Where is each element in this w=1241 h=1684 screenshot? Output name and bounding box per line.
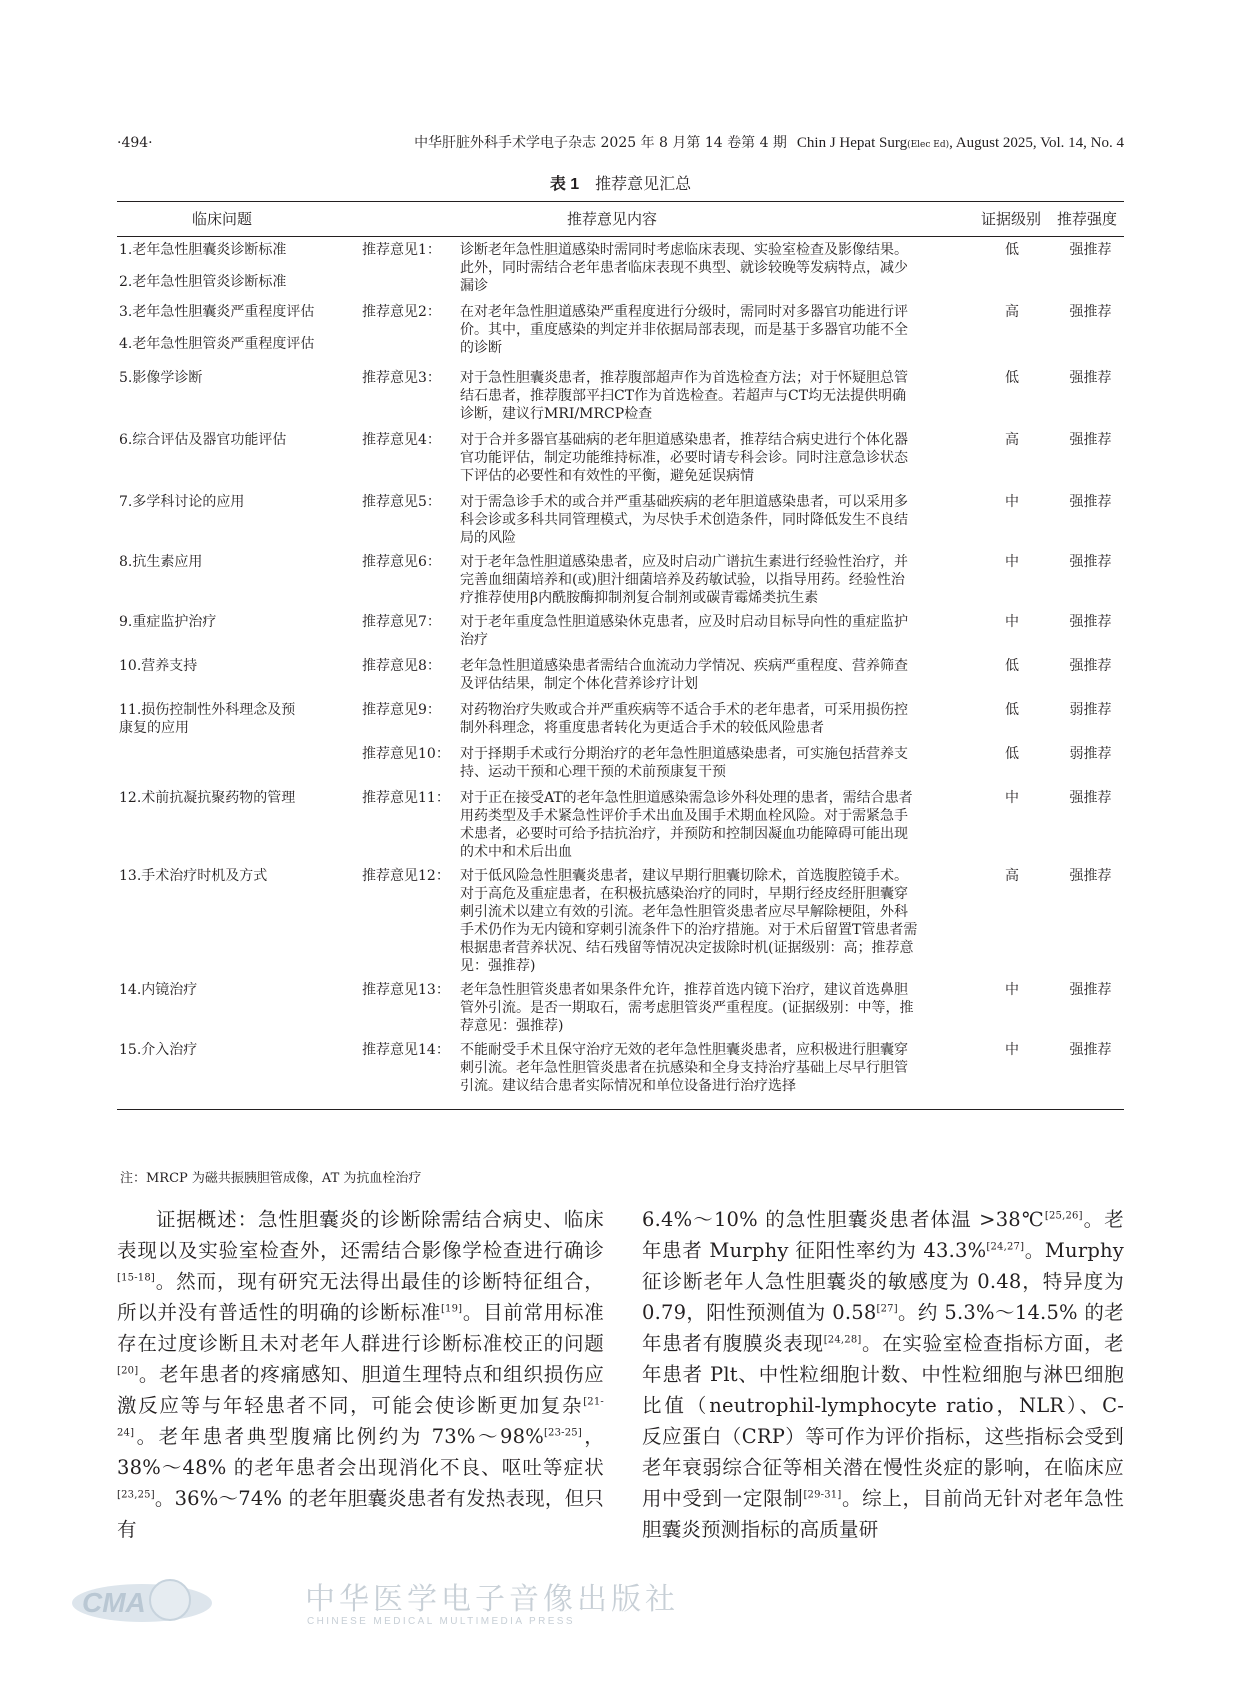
- table-row: [117, 369, 1124, 431]
- text-run: 。目前常用标准存在过度诊断且未对老年人群进行诊断标准校正的问题: [117, 1301, 605, 1355]
- table-row: [117, 867, 1124, 981]
- publisher-footer: [70, 1570, 679, 1640]
- citation-ref: [24,28]: [823, 1334, 862, 1346]
- cell-question: [119, 303, 339, 371]
- cell-question: [119, 369, 339, 405]
- recommendation-label: 推荐意见7：: [362, 614, 441, 630]
- citation-ref: [19]: [440, 1303, 463, 1315]
- question-text: 12.术前抗凝抗聚药物的管理: [119, 790, 296, 806]
- evidence-level: 高: [1005, 868, 1019, 884]
- question-text: 3.老年急性胆囊炎严重程度评估: [119, 304, 315, 320]
- recommendation-strength: 强推荐: [1069, 1042, 1112, 1058]
- text-run: 。Murphy 征诊断老年人急性胆囊炎的敏感度为 0.48，特异度为 0.79，阳性预测值为 0.58: [642, 1239, 1124, 1324]
- question-text: 9.重症监护治疗: [119, 614, 217, 630]
- evidence-level: 高: [1005, 432, 1019, 448]
- evidence-level: 低: [1005, 242, 1019, 258]
- recommendation-label: 推荐意见3：: [362, 370, 441, 386]
- cell-question: [119, 553, 339, 589]
- col-header-content: 推荐意见内容: [567, 210, 658, 228]
- recommendation-content: 对于择期手术或行分期治疗的老年急性胆道感染患者，可实施包括营养支持、运动干预和心理干预的术前预康复干预: [460, 746, 908, 780]
- journal-issue: , August 2025, Vol. 14, No. 4: [949, 135, 1124, 151]
- recommendation-strength: 强推荐: [1069, 370, 1112, 386]
- col-header-level: 证据级别: [981, 210, 1042, 228]
- citation-ref: [25,26]: [1044, 1210, 1083, 1222]
- recommendation-content: 对于老年重度急性胆道感染休克患者，应及时启动目标导向性的重症监护治疗: [460, 614, 908, 648]
- recommendation-strength: 强推荐: [1069, 868, 1112, 884]
- text-run: 。综上，目前尚无针对老年急性胆囊炎预测指标的高质量研: [642, 1487, 1124, 1541]
- recommendation-content: 老年急性胆道感染患者需结合血流动力学情况、疾病严重程度、营养筛查及评估结果，制定个体化营养诊疗计划: [460, 658, 908, 692]
- recommendation-content: 对药物治疗失败或合并严重疾病等不适合手术的老年患者，可采用损伤控制外科理念，将重度患者转化为更适合手术的较低风险患者: [460, 702, 908, 736]
- recommendation-content: 对于低风险急性胆囊炎患者，建议早期行胆囊切除术，首选腹腔镜手术。对于高危及重症患者，在积极抗感染治疗的同时，早期行经皮经肝胆囊穿刺引流术以建立有效的引流。老年急性胆管炎患者应尽早解除梗阻，外科手术仍作为无内镜和穿刺引流条件下的治疗措施。对于术后留置T管患者需根据患者营养状况、结石残留等情况决定拔除时机(证据级别：高；推荐意见：强推荐): [460, 868, 918, 974]
- question-text: 5.影像学诊断: [119, 370, 203, 386]
- table-row: [117, 553, 1124, 613]
- question-text: 15.介入治疗: [119, 1042, 198, 1058]
- citation-ref: [24,27]: [986, 1241, 1025, 1253]
- journal-edition: (Elec Ed): [907, 140, 950, 150]
- recommendation-content: 在对老年急性胆道感染严重程度进行分级时，需同时对多器官功能进行评价。其中，重度感染的判定并非依据局部表现，而是基于多器官功能不全的诊断: [460, 304, 908, 356]
- cell-question: [119, 431, 339, 467]
- evidence-level: 低: [1005, 658, 1019, 674]
- table-body: [117, 237, 1124, 1109]
- recommendation-strength: 强推荐: [1069, 658, 1112, 674]
- citation-ref: [29-31]: [803, 1489, 842, 1501]
- publisher-name-cn: 中华医学电子音像出版社: [305, 1582, 679, 1617]
- table-row: [117, 1041, 1124, 1107]
- question-text: 14.内镜治疗: [119, 982, 198, 998]
- text-run: 。老年患者的疼痛感知、胆道生理特点和组织损伤应激反应等与年轻患者不同，可能会使诊断更加复杂: [117, 1363, 604, 1417]
- logo-text: CMA: [82, 1587, 146, 1618]
- cell-question: [119, 867, 339, 903]
- table-row: [117, 745, 1124, 789]
- running-header: [117, 132, 1124, 154]
- cell-question: [119, 1041, 339, 1077]
- evidence-level: 中: [1005, 982, 1019, 998]
- recommendations-table: [117, 201, 1124, 1110]
- recommendation-strength: 强推荐: [1069, 242, 1112, 258]
- table-number: 表 1: [549, 176, 580, 193]
- table-row: [117, 789, 1124, 867]
- recommendation-label: 推荐意见12：: [362, 868, 450, 884]
- table-row: [117, 657, 1124, 701]
- evidence-level: 低: [1005, 370, 1019, 386]
- table-caption: [117, 173, 1124, 196]
- journal-name-cn: 中华肝脏外科手术学电子杂志 2025 年 8 月第 14 卷第 4 期: [414, 135, 787, 151]
- cell-question: [119, 241, 339, 309]
- paragraph-left: [117, 1204, 604, 1545]
- recommendation-strength: 强推荐: [1069, 304, 1112, 320]
- citation-ref: [27]: [876, 1303, 898, 1315]
- recommendation-strength: 强推荐: [1069, 554, 1112, 570]
- citation-ref: [20]: [117, 1365, 139, 1377]
- cma-logo: [70, 1576, 220, 1626]
- question-text: 11.损伤控制性外科理念及预康复的应用: [119, 702, 296, 736]
- recommendation-content: 对于合并多器官基础病的老年胆道感染患者，推荐结合病史进行个体化器官功能评估，制定功能维持标准，必要时请专科会诊。同时注意急诊状态下评估的必要性和有效性的平衡，避免延误病情: [460, 432, 908, 484]
- citation-ref: [23,25]: [117, 1489, 155, 1501]
- text-run: 证据概述：急性胆囊炎的诊断除需结合病史、临床表现以及实验室检查外，还需结合影像学检查进行确诊: [117, 1208, 604, 1262]
- evidence-level: 中: [1005, 554, 1019, 570]
- evidence-level: 低: [1005, 746, 1019, 762]
- recommendation-strength: 强推荐: [1069, 982, 1112, 998]
- recommendation-label: 推荐意见8：: [362, 658, 441, 674]
- recommendation-label: 推荐意见6：: [362, 554, 441, 570]
- body-column-right: [642, 1204, 1124, 1545]
- text-run: 。老年患者 Murphy 征阳性率约为 43.3%: [642, 1208, 1124, 1262]
- table-row: [117, 241, 1124, 303]
- recommendation-content: 老年急性胆管炎患者如果条件允许，推荐首选内镜下治疗，建议首选鼻胆管外引流。是否一期取石，需考虑胆管炎严重程度。(证据级别：中等，推荐意见：强推荐): [460, 982, 914, 1034]
- question-text: 10.营养支持: [119, 658, 198, 674]
- recommendation-content: 对于需急诊手术的或合并严重基础疾病的老年胆道感染患者，可以采用多科会诊或多科共同管理模式，为尽快手术创造条件，同时降低发生不良结局的风险: [460, 494, 908, 546]
- recommendation-strength: 弱推荐: [1069, 702, 1112, 718]
- table-row: [117, 431, 1124, 493]
- recommendation-label: 推荐意见9：: [362, 702, 441, 718]
- evidence-level: 中: [1005, 1042, 1019, 1058]
- recommendation-strength: 强推荐: [1069, 790, 1112, 806]
- cell-question: [119, 981, 339, 1017]
- recommendation-strength: 强推荐: [1069, 614, 1112, 630]
- question-text: 4.老年急性胆管炎严重程度评估: [119, 336, 315, 352]
- page-number: ·494·: [117, 135, 153, 151]
- question-text: 8.抗生素应用: [119, 554, 203, 570]
- recommendation-label: 推荐意见1：: [362, 242, 441, 258]
- recommendation-content: 对于正在接受AT的老年急性胆道感染需急诊外科处理的患者，需结合患者用药类型及手术紧急性评价手术出血及围手术期血栓风险。对于需紧急手术患者，必要时可给予拮抗治疗，并预防和控制因凝血功能障碍可能出现的术中和术后出血: [460, 790, 913, 860]
- cell-question: [119, 657, 339, 693]
- recommendation-content: 对于急性胆囊炎患者，推荐腹部超声作为首选检查方法；对于怀疑胆总管结石患者，推荐腹部平扫CT作为首选检查。若超声与CT均无法提供明确诊断，建议行MRI/MRCP检查: [460, 370, 908, 422]
- table-row: [117, 303, 1124, 369]
- journal-citation: [414, 132, 1124, 156]
- text-run: ，38%～48% 的老年患者会出现消化不良、呕吐等症状: [117, 1425, 604, 1479]
- table-note: 注：MRCP 为磁共振胰胆管成像，AT 为抗血栓治疗: [120, 1171, 422, 1186]
- text-run: 。36%～74% 的老年胆囊炎患者有发热表现，但只有: [117, 1487, 604, 1541]
- paragraph-right: [642, 1204, 1124, 1545]
- evidence-level: 中: [1005, 494, 1019, 510]
- text-run: 。老年患者典型腹痛比例约为 73%～98%: [134, 1425, 544, 1448]
- table-row: [117, 613, 1124, 657]
- text-run: 6.4%～10% 的急性胆囊炎患者体温 >38℃: [642, 1208, 1045, 1231]
- text-run: 。然而，现有研究无法得出最佳的诊断特征组合，所以并没有普适性的明确的诊断标准: [117, 1270, 604, 1324]
- table-row: [117, 493, 1124, 553]
- citation-ref: [15-18]: [117, 1272, 156, 1284]
- table-header: [117, 202, 1124, 236]
- recommendation-strength: 弱推荐: [1069, 746, 1112, 762]
- recommendation-content: 对于老年急性胆道感染患者，应及时启动广谱抗生素进行经验性治疗，并完善血细菌培养和(或)胆汁细菌培养及药敏试验，以指导用药。经验性治疗推荐使用β内酰胺酶抑制剂复合制剂或碳青霉烯类抗生素: [460, 554, 908, 606]
- recommendation-label: 推荐意见4：: [362, 432, 441, 448]
- cell-question: [119, 493, 339, 529]
- journal-name-en: Chin J Hepat Surg: [796, 135, 908, 151]
- evidence-level: 低: [1005, 702, 1019, 718]
- table-row: [117, 701, 1124, 745]
- question-text: 7.多学科讨论的应用: [119, 494, 245, 510]
- evidence-level: 高: [1005, 304, 1019, 320]
- table-title: 推荐意见汇总: [595, 174, 692, 193]
- col-header-strength: 推荐强度: [1057, 210, 1118, 228]
- citation-ref: [23-25]: [543, 1427, 582, 1439]
- recommendation-label: 推荐意见11：: [362, 790, 450, 806]
- table-row: [117, 981, 1124, 1041]
- cell-question: [119, 613, 339, 649]
- text-run: 。约 5.3%～14.5% 的老年患者有腹膜炎表现: [642, 1301, 1124, 1355]
- question-text: 2.老年急性胆管炎诊断标准: [119, 274, 287, 290]
- recommendation-content: 不能耐受手术且保守治疗无效的老年急性胆囊炎患者，应积极进行胆囊穿刺引流。老年急性胆管炎患者在抗感染和全身支持治疗基础上尽早行胆管引流。建议结合患者实际情况和单位设备进行治疗选择: [460, 1042, 908, 1094]
- evidence-level: 中: [1005, 790, 1019, 806]
- recommendation-label: 推荐意见14：: [362, 1042, 450, 1058]
- cell-question: [119, 789, 339, 825]
- recommendation-label: 推荐意见13：: [362, 982, 450, 998]
- citation-ref: [21-24]: [117, 1396, 604, 1439]
- recommendation-content: 诊断老年急性胆道感染时需同时考虑临床表现、实验室检查及影像结果。此外，同时需结合老年患者临床表现不典型、就诊较晚等发病特点，减少漏诊: [460, 242, 908, 294]
- question-text: 6.综合评估及器官功能评估: [119, 432, 287, 448]
- text-run: 。在实验室检查指标方面，老年患者 Plt、中性粒细胞计数、中性粒细胞与淋巴细胞比值（neutrophil-lymphocyte ratio，NLR）、C- 反应蛋白（CRP）等可作为评价指标，这些指标会受到老年衰弱综合征等相关潜在慢性炎症的影响，在临床应用中受到一定限制: [642, 1332, 1124, 1510]
- question-text: 1.老年急性胆囊炎诊断标准: [119, 242, 287, 258]
- recommendation-label: 推荐意见10：: [362, 746, 450, 762]
- recommendation-label: 推荐意见5：: [362, 494, 441, 510]
- publisher-name-en: CHINESE MEDICAL MULTIMEDIA PRESS: [307, 1616, 575, 1627]
- body-column-left: [117, 1204, 604, 1545]
- evidence-level: 中: [1005, 614, 1019, 630]
- col-header-question: 临床问题: [192, 210, 253, 228]
- recommendation-label: 推荐意见2：: [362, 304, 441, 320]
- recommendation-strength: 强推荐: [1069, 432, 1112, 448]
- question-text: 13.手术治疗时机及方式: [119, 868, 268, 884]
- recommendation-strength: 强推荐: [1069, 494, 1112, 510]
